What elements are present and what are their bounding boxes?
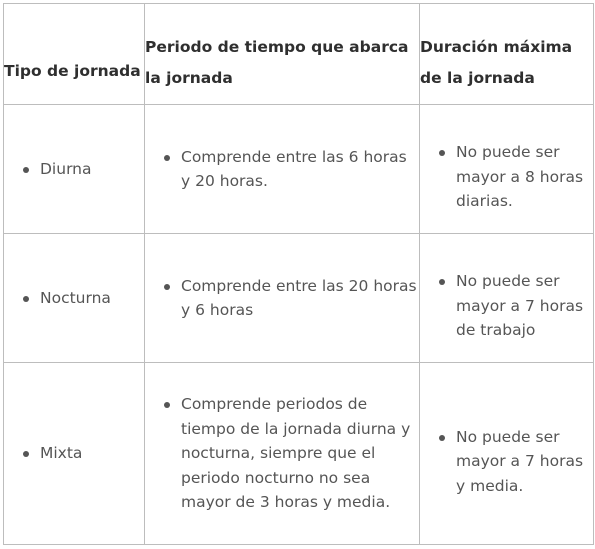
- list-item: Nocturna: [40, 286, 144, 311]
- cell-tipo: [4, 234, 145, 363]
- cell-periodo: [145, 363, 420, 545]
- list-item: Comprende entre las 6 horas y 20 horas.: [181, 145, 417, 194]
- list-item: No puede ser mayor a 7 horas y media.: [456, 425, 591, 499]
- table-row: [4, 363, 594, 545]
- list-item: Comprende periodos de tiempo de la jornada diurna y nocturna, siempre que el periodo nocturno no sea mayor de 3 horas y media.: [181, 392, 417, 515]
- list-item: Comprende entre las 20 horas y 6 horas: [181, 274, 417, 323]
- table-row: [4, 105, 594, 234]
- cell-periodo: [145, 105, 420, 234]
- cell-duracion: [420, 363, 594, 545]
- cell-periodo: [145, 234, 420, 363]
- cell-tipo: [4, 105, 145, 234]
- table-header-row: [4, 4, 594, 105]
- list-item: Mixta: [40, 441, 144, 466]
- table-row: [4, 234, 594, 363]
- cell-duracion: [420, 105, 594, 234]
- list-item: No puede ser mayor a 8 horas diarias.: [456, 140, 591, 214]
- header-duracion: Duración máxima de la jornada: [420, 4, 594, 105]
- cell-tipo: [4, 363, 145, 545]
- cell-duracion: [420, 234, 594, 363]
- jornada-table: [3, 3, 594, 545]
- list-item: No puede ser mayor a 7 horas de trabajo: [456, 269, 591, 343]
- header-periodo: Periodo de tiempo que abarca la jornada: [145, 4, 420, 105]
- header-tipo: Tipo de jornada: [4, 4, 145, 105]
- list-item: Diurna: [40, 157, 144, 182]
